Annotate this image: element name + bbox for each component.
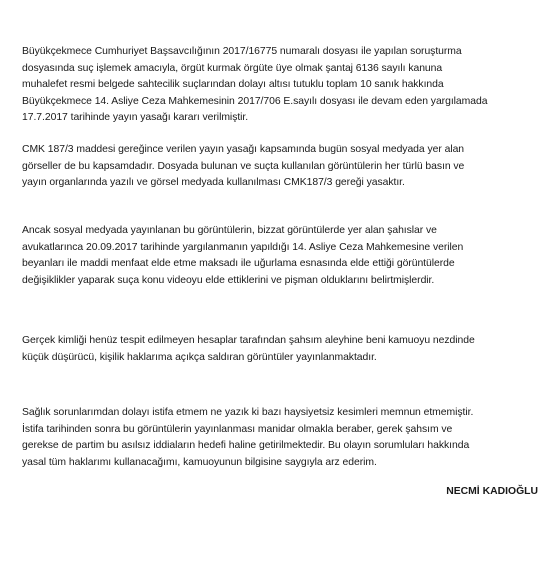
text-line: değişiklikler yaparak suça konu videoyu elde ettiklerini ve pişman olduklarını belirtmişlerdir.: [22, 274, 435, 286]
text-line: küçük düşürücü, kişilik haklarıma açıkça saldıran görüntüler yayınlanmaktadır.: [22, 351, 377, 363]
text-line: CMK 187/3 maddesi gereğince verilen yayın yasağı kapsamında bugün sosyal medyada yer alan: [22, 144, 465, 155]
text-line: Sağlık sorunlarımdan dolayı istifa etmem ne yazık ki bazı haysiyetsiz kesimleri memnun etmemiştir.: [22, 407, 474, 418]
text-line: Gerçek kimliği henüz tespit edilmeyen hesaplar tarafından şahsım aleyhine beni kamuoyu nezdinde: [22, 335, 475, 346]
text-line: beyanları ile maddi menfaat elde etme maksadı ile uğurlama esnasında elde ettiği görüntülerde: [22, 258, 455, 269]
text-line: dosyasında suç işlemek amacıyla, örgüt kurmak örgüte üye olmak şantaj 6136 sayılı kanuna: [22, 62, 443, 74]
paragraph-anonymous-accounts: [22, 333, 542, 366]
text-line: Ancak sosyal medyada yayınlanan bu görüntülerin, bizzat görüntülerde yer alan şahıslar ve: [22, 225, 437, 236]
paragraph-resignation: [22, 405, 542, 471]
paragraph-court-decision: [22, 44, 542, 127]
text-line: 17.7.2017 tarihinde yayın yasağı kararı verilmiştir.: [22, 112, 249, 123]
text-line: gerekse de partim bu asılsız iddiaların hedefi haline getirilmektedir. Bu olayın sorumluları hakkında: [22, 440, 470, 451]
text-line: Büyükçekmece Cumhuriyet Başsavcılığının 2017/16775 numaralı dosyası ile yapılan soruşturma: [22, 46, 462, 57]
paragraph-publication-ban: [22, 142, 542, 192]
text-line: yayın organlarında yazılı ve görsel medyada kullanılması CMK187/3 gereği yasaktır.: [22, 177, 405, 188]
paragraph-footage-statement: [22, 223, 542, 289]
text-line: Büyükçekmece 14. Asliye Ceza Mahkemesinin 2017/706 E.sayılı dosyası ile devam eden yargılamada: [22, 95, 488, 107]
signature-name: NECMİ KADIOĞLU: [446, 486, 538, 497]
text-line: İstifa tarihinden sonra bu görüntülerin yayınlanması manidar olmakla beraber, gerek şahsım ve: [22, 423, 453, 435]
text-line: avukatlarınca 20.09.2017 tarihinde yargılanmanın yapıldığı 14. Asliye Ceza Mahkemesine verilen: [22, 241, 464, 253]
text-line: yasal tüm haklarımı kullanacağımı, kamuoyunun bilgisine saygıyla arz ederim.: [22, 456, 377, 468]
text-line: görseller de bu kapsamdadır. Dosyada bulunan ve suçta kullanılan görüntülerin her türlü basın ve: [22, 160, 465, 172]
text-line: muhalefet resmi belgede sahtecilik suçlarından dolayı altısı tutuklu toplam 10 sanık hakkında: [22, 79, 444, 90]
